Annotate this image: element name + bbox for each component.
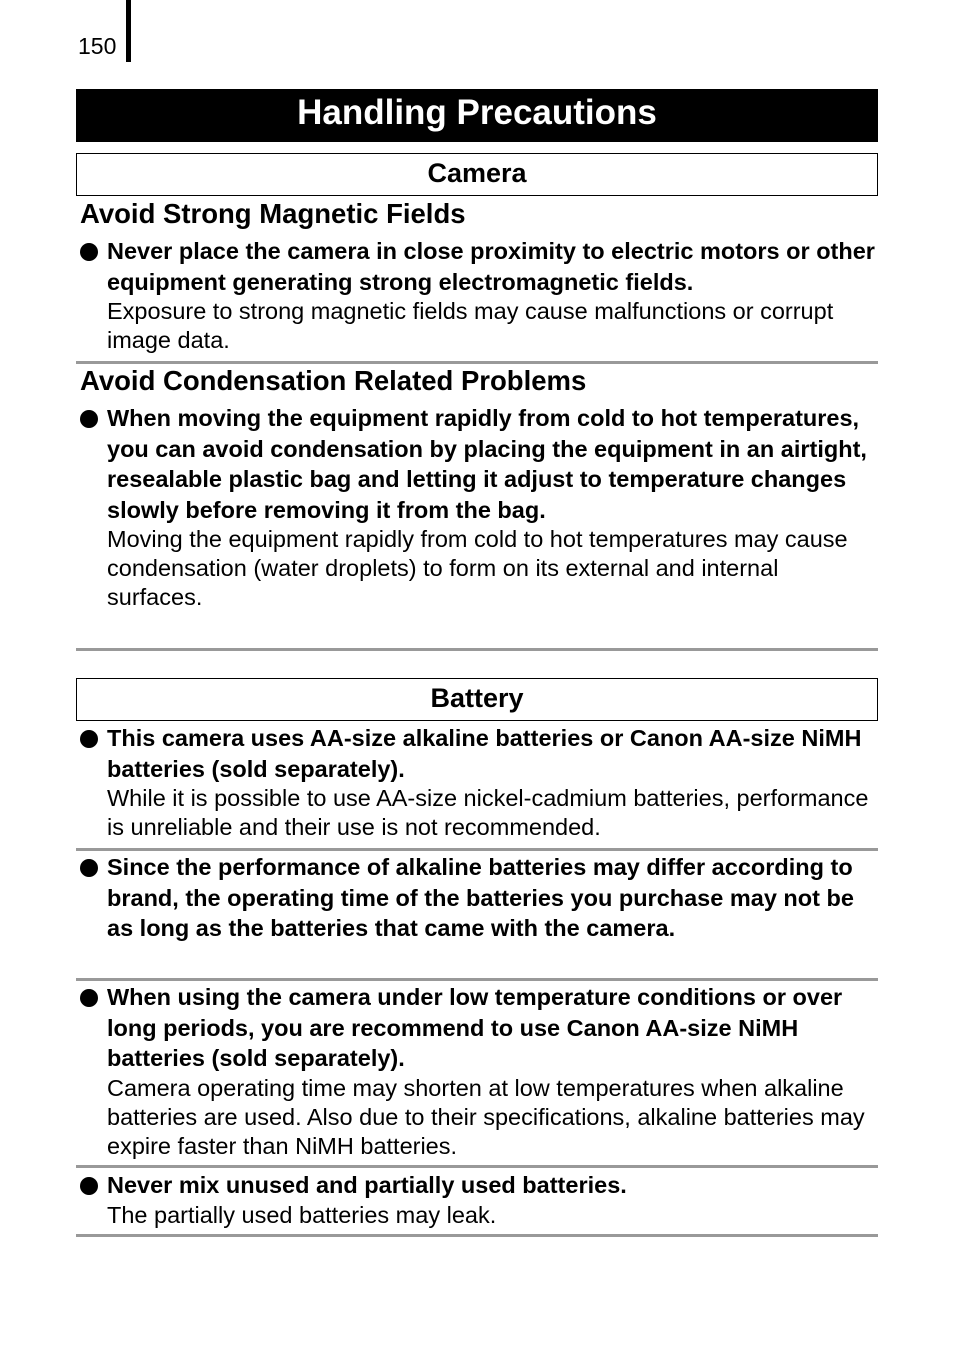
- bullet-icon: [80, 730, 98, 748]
- divider: [76, 848, 878, 851]
- item-bold-text: Never place the camera in close proximity to electric motors or other equipment generating strong electromagnetic fields.: [107, 238, 875, 295]
- item-bold-text: This camera uses AA-size alkaline batteries or Canon AA-size NiMH batteries (sold separately).: [107, 725, 862, 782]
- item-bold-text: When moving the equipment rapidly from cold to hot temperatures, you can avoid condensation by placing the equipment in an airtight, resealable plastic bag and letting it adjust to temperature changes slowly before removing it from the bag.: [107, 405, 867, 523]
- section-heading-camera: Camera: [76, 153, 878, 196]
- section-heading-battery: Battery: [76, 678, 878, 721]
- subheading-magnetic-fields: Avoid Strong Magnetic Fields: [80, 198, 466, 229]
- item-bold-text: Never mix unused and partially used batteries.: [107, 1172, 627, 1198]
- list-item-battery-1: [76, 723, 878, 842]
- divider: [76, 648, 878, 651]
- list-item-magnetic: [76, 236, 878, 355]
- item-bold-text: Since the performance of alkaline batteries may differ according to brand, the operating time of the batteries you purchase may not be as long as the batteries that came with the camera.: [107, 854, 854, 941]
- page-number: 150: [78, 33, 117, 59]
- divider: [76, 1165, 878, 1168]
- page-marker-bar: [126, 0, 131, 62]
- bullet-icon: [80, 1177, 98, 1195]
- divider: [76, 361, 878, 364]
- bullet-icon: [80, 243, 98, 261]
- bullet-icon: [80, 989, 98, 1007]
- list-item-battery-4: [76, 1170, 878, 1230]
- subheading-condensation: Avoid Condensation Related Problems: [80, 365, 587, 396]
- list-item-battery-2: [76, 852, 878, 944]
- list-item-condensation: [76, 403, 878, 612]
- item-body-text: Moving the equipment rapidly from cold to hot temperatures may cause condensation (water droplets) to form on its external and internal surfaces.: [107, 526, 848, 610]
- item-body-text: Camera operating time may shorten at low temperatures when alkaline batteries are used. Also due to their specifications, alkaline batteries may expire faster than NiMH batteries.: [107, 1074, 865, 1159]
- item-bold-text: When using the camera under low temperature conditions or over long periods, you are recommend to use Canon AA-size NiMH batteries (sold separately).: [107, 984, 843, 1071]
- item-body-text: While it is possible to use AA-size nickel-cadmium batteries, performance is unreliable and their use is not recommended.: [107, 785, 869, 840]
- bullet-icon: [80, 859, 98, 877]
- item-body-text: The partially used batteries may leak.: [107, 1201, 497, 1228]
- divider: [76, 978, 878, 981]
- list-item-battery-3: [76, 982, 878, 1161]
- item-body-text: Exposure to strong magnetic fields may cause malfunctions or corrupt image data.: [107, 298, 834, 353]
- page-title: Handling Precautions: [76, 89, 878, 142]
- divider: [76, 1234, 878, 1237]
- bullet-icon: [80, 410, 98, 428]
